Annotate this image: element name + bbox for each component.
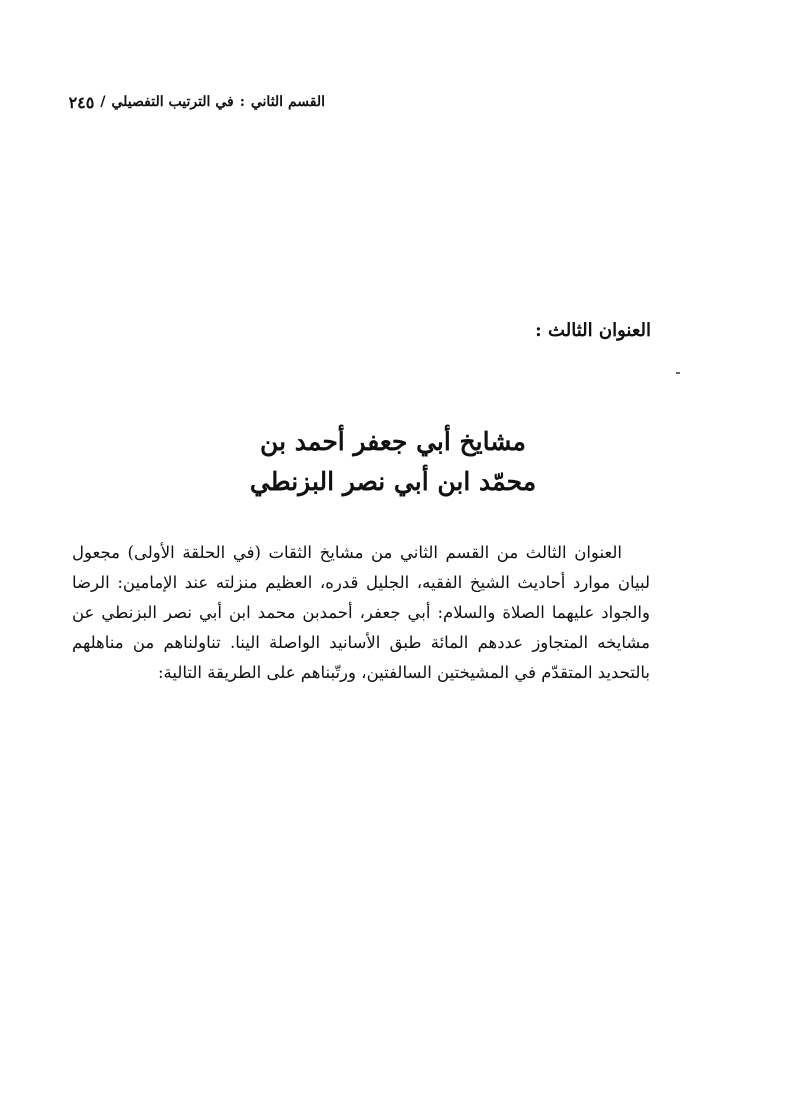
body-line-3: والجواد عليهما الصلاة والسلام: أبي جعفر، أحمدبن محمد ابن أبي نصر البزنطي عن [72, 603, 650, 622]
section-label: العنوان الثالث : [535, 320, 651, 341]
title-line-1: مشايخ أبي جعفر أحمد بن [260, 427, 526, 456]
body-line-2: لبيان موارد أحاديث الشيخ الفقيه، الجليل قدره، العظيم منزلته عند الإمامين: الرضا [72, 573, 650, 592]
header-chapter-name: في الترتيب التفصيلي [111, 94, 234, 110]
header-colon: : [239, 94, 245, 110]
body-line-4: مشايخه المتجاوز عددهم المائة طبق الأسانيد الواصلة الينا. تناولناهم من مناهلهم [72, 633, 650, 652]
body-line-1: العنوان الثالث من القسم الثاني من مشايخ الثقات (في الحلقة الأولى) مجعول [72, 543, 622, 562]
page-number: ٢٤٥ [68, 92, 95, 112]
stray-mark [676, 372, 680, 374]
header-section-name: القسم الثاني [250, 94, 325, 110]
title-line-2: محمّد ابن أبي نصر البزنطي [249, 467, 537, 496]
chapter-title [150, 422, 636, 502]
header-separator: / [100, 94, 106, 110]
page-header [68, 88, 325, 116]
body-paragraph [72, 538, 650, 688]
body-line-5: بالتحديد المتقدّم في المشيختين السالفتين، ورتّبناهم على الطريقة التالية: [157, 663, 650, 682]
